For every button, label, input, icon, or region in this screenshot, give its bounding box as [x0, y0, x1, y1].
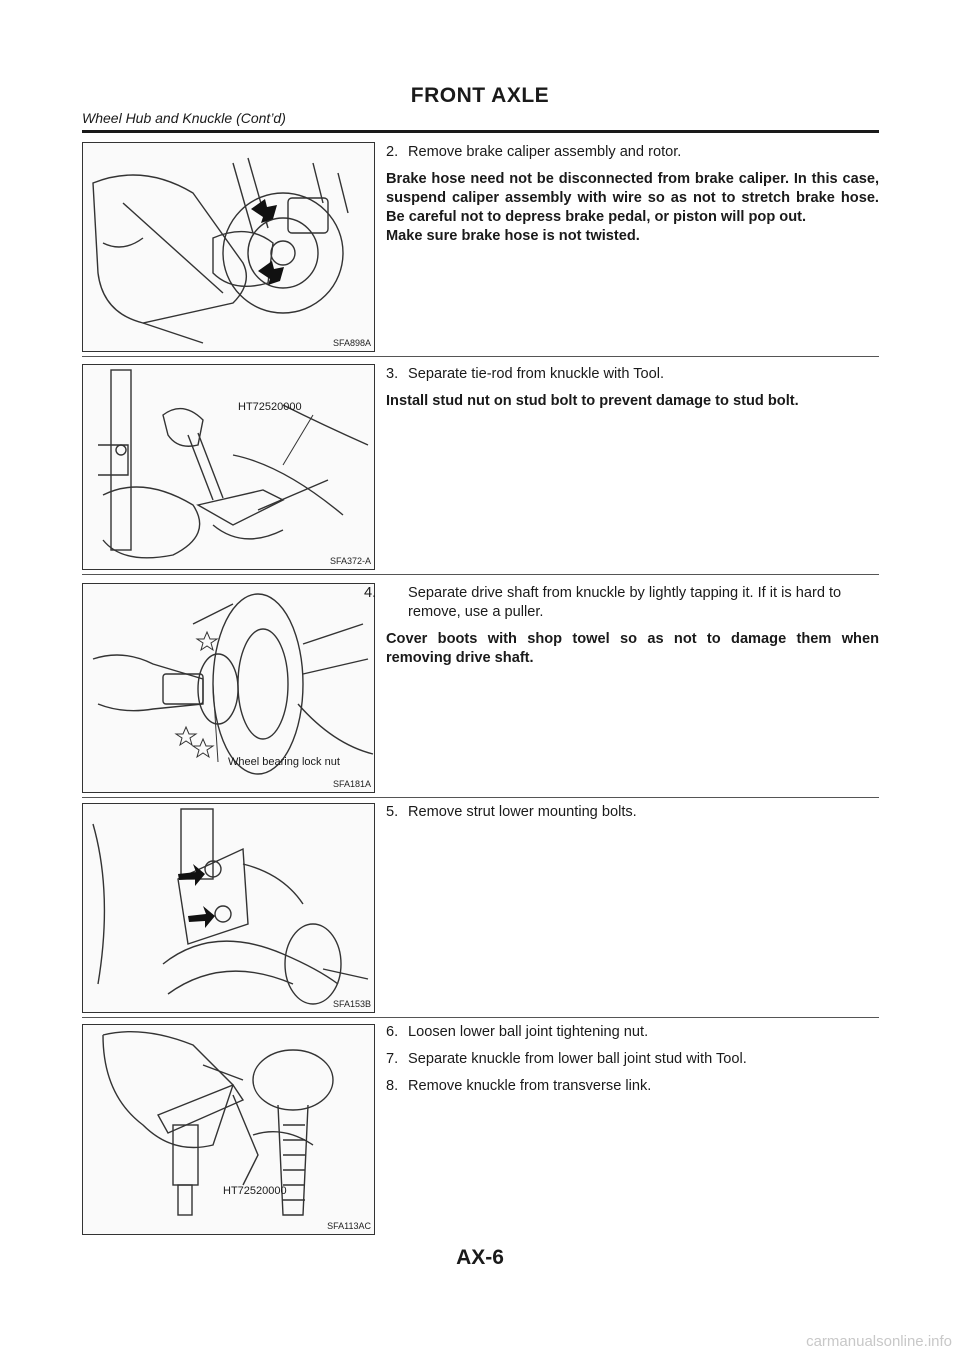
section-5-text: [386, 1023, 879, 1104]
step-text: Remove brake caliper assembly and rotor.: [408, 144, 682, 160]
figure-code: SFA113AC: [327, 1221, 371, 1231]
tool-label: HT72520000: [238, 401, 302, 413]
strut-illustration: [83, 804, 375, 1013]
figure-tie-rod: [82, 364, 375, 570]
section-1-text: [386, 143, 879, 246]
page-title: FRONT AXLE: [410, 84, 550, 107]
section-3-text: [364, 584, 879, 668]
step-number: 7.: [386, 1051, 399, 1067]
figure-code: SFA153B: [332, 999, 371, 1009]
caution-note: Install stud nut on stud bolt to prevent damage to stud bolt.: [386, 393, 799, 409]
brake-caliper-illustration: [83, 143, 375, 352]
caution-note: Make sure brake hose is not twisted.: [386, 228, 640, 244]
caution-note: Cover boots with shop towel so as not to damage them when removing drive shaft.: [386, 631, 879, 666]
step-text: Remove knuckle from transverse link.: [408, 1078, 652, 1094]
step-text: Remove strut lower mounting bolts.: [408, 804, 637, 820]
figure-strut-bolts: [82, 803, 375, 1013]
figure-code: SFA372-A: [329, 556, 371, 566]
step-number: 8.: [386, 1078, 399, 1094]
section-4-text: [386, 803, 879, 830]
step-number: 2.: [386, 144, 399, 160]
wheel-bearing-lock-nut-label: Wheel bearing lock nut: [228, 756, 340, 768]
figure-brake-caliper: [82, 142, 375, 352]
ball-joint-illustration: [83, 1025, 375, 1235]
step-number: 3.: [386, 366, 399, 382]
step-text: Separate knuckle from lower ball joint stud with Tool.: [408, 1051, 747, 1067]
section-divider: [82, 797, 879, 798]
step-text: Separate tie-rod from knuckle with Tool.: [408, 366, 665, 382]
step-text: Loosen lower ball joint tightening nut.: [408, 1024, 649, 1040]
figure-code: SFA181A: [332, 779, 371, 789]
section-divider: [82, 574, 879, 575]
caution-note: Brake hose need not be disconnected from brake caliper. In this case, suspend caliper assembly with wire so as not to stretch brake hose. Be careful not to depress brake pedal, or piston will pop out.: [386, 171, 879, 225]
figure-drive-shaft: [82, 583, 375, 793]
section-2-text: [386, 365, 879, 411]
section-divider: [82, 1017, 879, 1018]
tool-label: HT72520000: [223, 1185, 287, 1197]
figure-ball-joint: [82, 1024, 375, 1235]
page-subtitle: Wheel Hub and Knuckle (Cont’d): [82, 110, 286, 126]
step-number: 4.: [364, 585, 377, 601]
tie-rod-illustration: [83, 365, 375, 570]
page-number: AX-6: [456, 1246, 504, 1269]
watermark: carmanualsonline.info: [806, 1333, 952, 1350]
header-rule: [82, 130, 879, 133]
section-divider: [82, 356, 879, 357]
step-number: 6.: [386, 1024, 399, 1040]
step-number: 5.: [386, 804, 399, 820]
figure-code: SFA898A: [332, 338, 371, 348]
step-text: Separate drive shaft from knuckle by lightly tapping it. If it is hard to remove, use a puller.: [408, 585, 842, 620]
